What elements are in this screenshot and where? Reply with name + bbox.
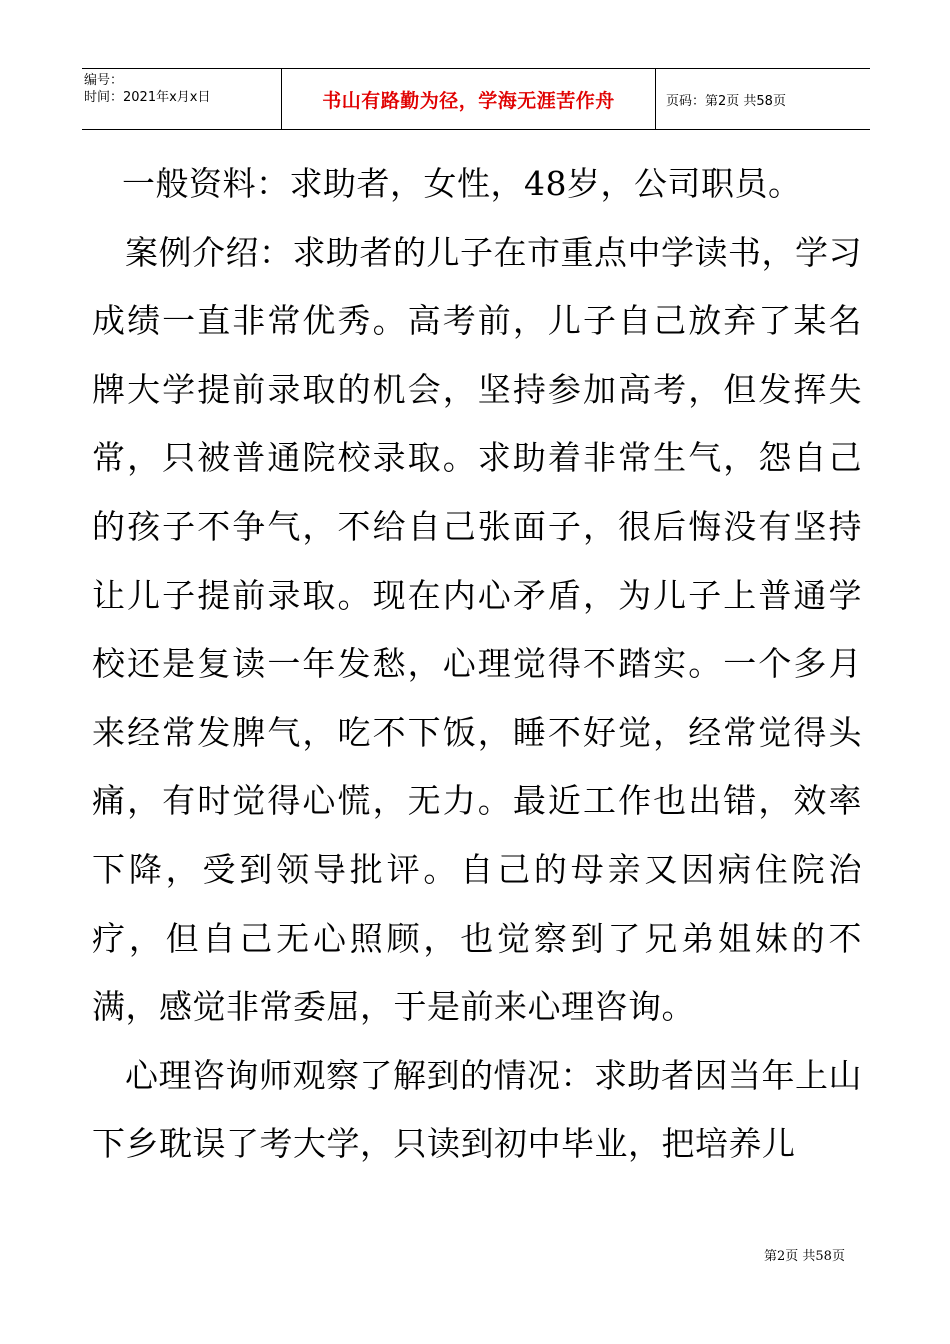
paragraph-general-info: 一般资料：求助者，女性，48岁，公司职员。 [122,164,802,203]
time-label: 时间：2021年x月x日 [84,90,211,105]
document-header [82,68,870,130]
page-code-label: 页码：第2页 共58页 [666,93,786,109]
header-meta-cell [82,69,282,129]
document-body [92,150,862,1179]
paragraph-observation: 心理咨询师观察了解到的情况：求助者因当年上山下乡耽误了考大学，只读到初中毕业，把培养儿 [92,1055,862,1164]
serial-number-label: 编号： [84,73,124,88]
page-footer: 第2页 共58页 [764,1249,845,1264]
motto-text: 书山有路勤为径，学海无涯苦作舟 [322,89,615,112]
paragraph-case-intro: 案例介绍：求助者的儿子在市重点中学读书，学习成绩一直非常优秀。高考前，儿子自己放弃了某名牌大学提前录取的机会，坚持参加高考，但发挥失常，只被普通院校录取。求助着非常生气，怨自己的孩子不争气，不给自己张面子，很后悔没有坚持让儿子提前录取。现在内心矛盾，为儿子上普通学校还是复读一年发愁，心理觉得不踏实。一个多月来经常发脾气，吃不下饭，睡不好觉，经常觉得头痛，有时觉得心慌，无力。最近工作也出错，效率下降，受到领导批评。自己的母亲又因病住院治疗，但自己无心照顾，也觉察到了兄弟姐妹的不满，感觉非常委屈，于是前来心理咨询。 [92,232,862,1027]
header-motto-cell [282,69,656,129]
header-page-cell [656,69,870,129]
